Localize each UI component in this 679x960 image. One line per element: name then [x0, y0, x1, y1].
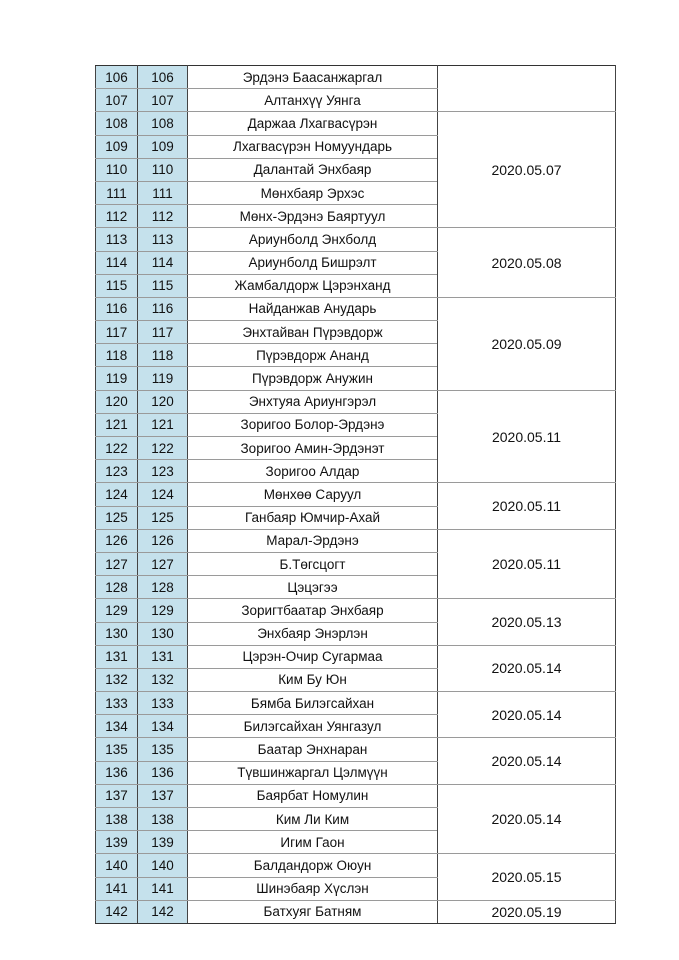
- date-cell: 2020.05.14: [438, 784, 616, 854]
- row-number-cell: 117: [138, 321, 188, 344]
- row-number-cell: 106: [138, 66, 188, 89]
- name-cell: Баярбат Номулин: [188, 784, 438, 807]
- row-number-cell: 142: [138, 900, 188, 923]
- row-index-cell: 132: [96, 668, 138, 691]
- name-cell: Пүрэвдорж Анужин: [188, 367, 438, 390]
- row-number-cell: 113: [138, 228, 188, 251]
- row-index-cell: 139: [96, 831, 138, 854]
- row-number-cell: 125: [138, 506, 188, 529]
- row-number-cell: 120: [138, 390, 188, 413]
- row-index-cell: 129: [96, 599, 138, 622]
- row-number-cell: 135: [138, 738, 188, 761]
- row-index-cell: 137: [96, 784, 138, 807]
- row-index-cell: 123: [96, 460, 138, 483]
- row-number-cell: 118: [138, 344, 188, 367]
- row-index-cell: 109: [96, 135, 138, 158]
- name-cell: Мөнхөө Саруул: [188, 483, 438, 506]
- row-number-cell: 140: [138, 854, 188, 877]
- row-index-cell: 110: [96, 158, 138, 181]
- row-number-cell: 137: [138, 784, 188, 807]
- table-row: [96, 297, 616, 320]
- row-index-cell: 141: [96, 877, 138, 900]
- row-index-cell: 111: [96, 181, 138, 204]
- row-index-cell: 124: [96, 483, 138, 506]
- row-number-cell: 123: [138, 460, 188, 483]
- date-cell: 2020.05.14: [438, 738, 616, 784]
- row-number-cell: 128: [138, 576, 188, 599]
- name-cell: Марал-Эрдэнэ: [188, 529, 438, 552]
- row-number-cell: 139: [138, 831, 188, 854]
- row-number-cell: 109: [138, 135, 188, 158]
- table-row: [96, 645, 616, 668]
- row-number-cell: 119: [138, 367, 188, 390]
- date-cell: 2020.05.08: [438, 228, 616, 298]
- row-number-cell: 124: [138, 483, 188, 506]
- date-cell: 2020.05.09: [438, 297, 616, 390]
- row-number-cell: 111: [138, 181, 188, 204]
- row-number-cell: 134: [138, 715, 188, 738]
- name-cell: Балдандорж Оюун: [188, 854, 438, 877]
- row-number-cell: 131: [138, 645, 188, 668]
- name-cell: Ариунболд Энхболд: [188, 228, 438, 251]
- name-cell: Найданжав Анударь: [188, 297, 438, 320]
- name-cell: Мөнх-Эрдэнэ Баяртуул: [188, 205, 438, 228]
- date-cell: 2020.05.07: [438, 112, 616, 228]
- row-index-cell: 122: [96, 437, 138, 460]
- row-index-cell: 135: [96, 738, 138, 761]
- name-cell: Эрдэнэ Баасанжаргал: [188, 66, 438, 89]
- row-index-cell: 134: [96, 715, 138, 738]
- row-number-cell: 115: [138, 274, 188, 297]
- name-cell: Б.Төгсцогт: [188, 552, 438, 575]
- name-cell: Пүрэвдорж Ананд: [188, 344, 438, 367]
- row-number-cell: 132: [138, 668, 188, 691]
- row-index-cell: 142: [96, 900, 138, 923]
- name-cell: Ким Ли Ким: [188, 808, 438, 831]
- row-index-cell: 115: [96, 274, 138, 297]
- row-number-cell: 138: [138, 808, 188, 831]
- row-index-cell: 113: [96, 228, 138, 251]
- row-index-cell: 114: [96, 251, 138, 274]
- name-cell: Ким Бу Юн: [188, 668, 438, 691]
- row-index-cell: 136: [96, 761, 138, 784]
- row-number-cell: 126: [138, 529, 188, 552]
- date-cell: 2020.05.14: [438, 692, 616, 738]
- name-cell: Энхтайван Пүрэвдорж: [188, 321, 438, 344]
- name-cell: Билэгсайхан Уянгазул: [188, 715, 438, 738]
- table-row: [96, 900, 616, 923]
- document-page: [95, 65, 616, 924]
- name-cell: Энхтуяа Ариунгэрэл: [188, 390, 438, 413]
- name-cell: Түвшинжаргал Цэлмүүн: [188, 761, 438, 784]
- row-index-cell: 127: [96, 552, 138, 575]
- name-cell: Зоригоо Болор-Эрдэнэ: [188, 413, 438, 436]
- date-cell: 2020.05.11: [438, 529, 616, 599]
- row-index-cell: 128: [96, 576, 138, 599]
- name-cell: Цэцэгээ: [188, 576, 438, 599]
- name-cell: Цэрэн-Очир Сугармаа: [188, 645, 438, 668]
- name-cell: Жамбалдорж Цэрэнханд: [188, 274, 438, 297]
- row-number-cell: 114: [138, 251, 188, 274]
- table-row: [96, 112, 616, 135]
- name-cell: Мөнхбаяр Эрхэс: [188, 181, 438, 204]
- table-row: [96, 854, 616, 877]
- name-cell: Батхуяг Батням: [188, 900, 438, 923]
- row-index-cell: 108: [96, 112, 138, 135]
- table-row: [96, 738, 616, 761]
- row-number-cell: 130: [138, 622, 188, 645]
- row-index-cell: 120: [96, 390, 138, 413]
- table-row: [96, 228, 616, 251]
- row-number-cell: 129: [138, 599, 188, 622]
- row-number-cell: 133: [138, 692, 188, 715]
- name-cell: Энхбаяр Энэрлэн: [188, 622, 438, 645]
- row-index-cell: 140: [96, 854, 138, 877]
- name-cell: Шинэбаяр Хүслэн: [188, 877, 438, 900]
- date-cell: 2020.05.19: [438, 900, 616, 923]
- date-cell: 2020.05.14: [438, 645, 616, 691]
- row-index-cell: 133: [96, 692, 138, 715]
- table-body: [96, 66, 616, 924]
- row-index-cell: 131: [96, 645, 138, 668]
- row-number-cell: 127: [138, 552, 188, 575]
- row-number-cell: 112: [138, 205, 188, 228]
- row-index-cell: 125: [96, 506, 138, 529]
- table-row: [96, 483, 616, 506]
- row-index-cell: 118: [96, 344, 138, 367]
- row-number-cell: 121: [138, 413, 188, 436]
- name-cell: Игим Гаон: [188, 831, 438, 854]
- row-index-cell: 112: [96, 205, 138, 228]
- row-index-cell: 117: [96, 321, 138, 344]
- row-number-cell: 122: [138, 437, 188, 460]
- row-index-cell: 107: [96, 89, 138, 112]
- row-index-cell: 116: [96, 297, 138, 320]
- name-cell: Зоригоо Алдар: [188, 460, 438, 483]
- row-number-cell: 141: [138, 877, 188, 900]
- name-cell: Далантай Энхбаяр: [188, 158, 438, 181]
- row-index-cell: 119: [96, 367, 138, 390]
- row-index-cell: 126: [96, 529, 138, 552]
- date-cell: 2020.05.11: [438, 390, 616, 483]
- table-row: [96, 390, 616, 413]
- row-index-cell: 130: [96, 622, 138, 645]
- name-cell: Лхагвасүрэн Номуундарь: [188, 135, 438, 158]
- date-cell: 2020.05.11: [438, 483, 616, 529]
- row-number-cell: 107: [138, 89, 188, 112]
- name-cell: Бямба Билэгсайхан: [188, 692, 438, 715]
- name-cell: Зоригтбаатар Энхбаяр: [188, 599, 438, 622]
- name-cell: Алтанхүү Уянга: [188, 89, 438, 112]
- row-index-cell: 121: [96, 413, 138, 436]
- participants-table: [95, 65, 616, 924]
- name-cell: Зоригоо Амин-Эрдэнэт: [188, 437, 438, 460]
- table-row: [96, 529, 616, 552]
- table-row: [96, 66, 616, 89]
- table-row: [96, 599, 616, 622]
- row-index-cell: 138: [96, 808, 138, 831]
- date-cell: 2020.05.15: [438, 854, 616, 900]
- row-number-cell: 116: [138, 297, 188, 320]
- row-number-cell: 110: [138, 158, 188, 181]
- date-cell: [438, 66, 616, 112]
- row-number-cell: 136: [138, 761, 188, 784]
- row-number-cell: 108: [138, 112, 188, 135]
- table-row: [96, 784, 616, 807]
- name-cell: Даржаа Лхагвасүрэн: [188, 112, 438, 135]
- name-cell: Баатар Энхнаран: [188, 738, 438, 761]
- name-cell: Ганбаяр Юмчир-Ахай: [188, 506, 438, 529]
- date-cell: 2020.05.13: [438, 599, 616, 645]
- table-row: [96, 692, 616, 715]
- row-index-cell: 106: [96, 66, 138, 89]
- name-cell: Ариунболд Бишрэлт: [188, 251, 438, 274]
